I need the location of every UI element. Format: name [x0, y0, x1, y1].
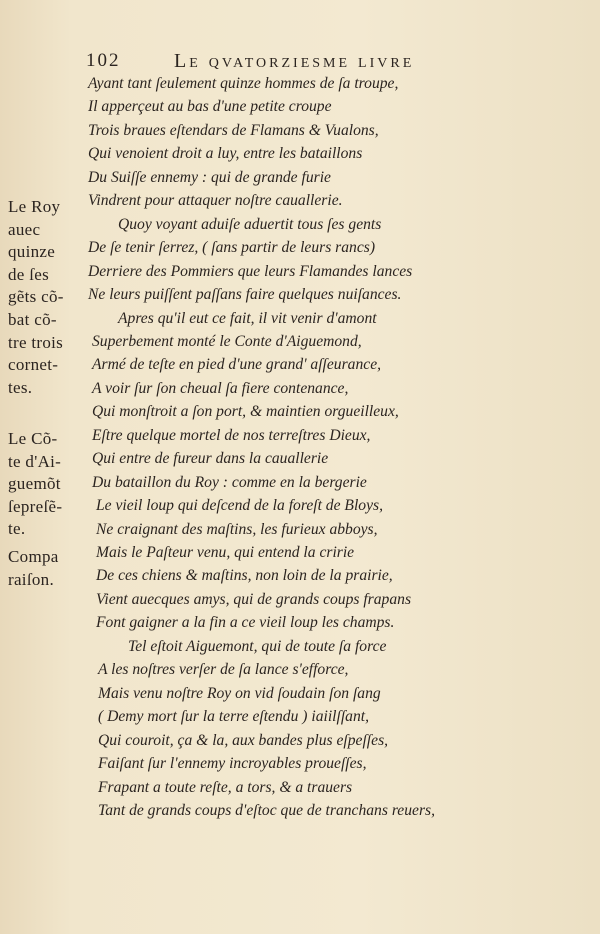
- verse-line: A voir ſur ſon cheual ſa fiere contenance,: [92, 379, 349, 397]
- verse-line: Le vieil loup qui deſcend de la foreſt de Bloys,: [96, 497, 383, 515]
- verse-line: Qui entre de fureur dans la cauallerie: [92, 450, 329, 468]
- verse-line: Qui couroit, ça & la, aux bandes plus eſpeſſes,: [98, 731, 389, 749]
- verse-line: De ſe tenir ſerrez, ( ſans partir de leurs rancs): [88, 239, 376, 257]
- verse-line: De ces chiens & maſtins, non loin de la prairie,: [96, 567, 393, 585]
- verse-line: Qui venoient droit a luy, entre les bataillons: [88, 145, 363, 163]
- margin-note-comparaison: [8, 546, 86, 591]
- verse-line: Font gaigner a la fin a ce vieil loup les champs.: [96, 614, 395, 632]
- running-title: Le qvatorziesme livre: [174, 50, 415, 72]
- verse-line: Il apperçeut au bas d'une petite croupe: [88, 98, 332, 116]
- page-number: 102: [86, 50, 121, 71]
- verse-line: Apres qu'il eut ce fait, il vit venir d'amont: [118, 309, 377, 327]
- margin-note-line: Le Cõ-: [8, 429, 58, 448]
- margin-note-line: Le Roy: [8, 197, 61, 216]
- verse-line: Du Suiſſe ennemy : qui de grande furie: [88, 168, 331, 186]
- margin-note-line: tes.: [8, 377, 33, 397]
- verse-line: Du bataillon du Roy : comme en la bergerie: [92, 473, 367, 491]
- margin-note-line: auec: [8, 219, 41, 239]
- verse-line: Ayant tant ſeulement quinze hommes de ſa troupe,: [88, 75, 399, 92]
- verse-line: Ne leurs puiſſent paſſans faire quelques nuiſances.: [88, 286, 402, 304]
- verse-line: Frapant a toute reſte, a tors, & a trauers: [98, 778, 353, 796]
- margin-note-line: Compa: [8, 547, 59, 566]
- margin-note-line: tre trois: [8, 332, 64, 352]
- margin-note-line: gẽts cõ-: [8, 287, 64, 307]
- verse-line: Qui monſtroit a ſon port, & maintien orgueilleux,: [92, 403, 399, 421]
- margin-note-line: de ſes: [8, 264, 49, 284]
- verse-line: Tant de grands coups d'eſtoc que de tranchans reuers,: [98, 801, 435, 819]
- margin-note-roy: [8, 196, 86, 399]
- margin-note-line: ſepreſẽ-: [8, 496, 63, 516]
- verse-line: Tel eſtoit Aiguemont, qui de toute ſa force: [128, 637, 387, 655]
- verse-line: Eſtre quelque mortel de nos terreſtres Dieux,: [92, 426, 371, 444]
- verse-line: Derriere des Pommiers que leurs Flamandes lances: [88, 262, 413, 280]
- margin-note-line: te d'Ai-: [8, 451, 62, 471]
- verse-line: Superbement monté le Conte d'Aiguemond,: [92, 332, 362, 350]
- margin-note-line: bat cõ-: [8, 309, 57, 329]
- margin-note-line: guemõt: [8, 474, 61, 494]
- verse-line: Faiſant ſur l'ennemy incroyables proueſſes,: [98, 755, 367, 773]
- running-header: [86, 50, 486, 72]
- verse-line: Mais le Paſteur venu, qui entend la cririe: [96, 544, 355, 561]
- margin-note-line: raiſon.: [8, 569, 55, 589]
- bleed-through-texture: [498, 80, 594, 840]
- margin-note-line: te.: [8, 519, 26, 539]
- verse-line: Quoy voyant aduiſe aduertit tous ſes gents: [118, 215, 382, 233]
- margin-note-line: cornet-: [8, 355, 59, 375]
- verse-line: Vindrent pour attaquer noſtre cauallerie.: [88, 192, 343, 210]
- verse-line: ( Demy mort ſur la terre eſtendu ) iaiilſſant,: [98, 708, 369, 726]
- margin-note-aiguemont: [8, 428, 86, 541]
- verse-line: Armé de teſte en pied d'une grand' aſſeurance,: [92, 356, 382, 374]
- verse-line: A les noſtres verſer de ſa lance s'efforce,: [98, 661, 349, 679]
- verse-line: Ne craignant des maſtins, les furieux abboys,: [96, 520, 378, 538]
- verse-line: Vient auecques amys, qui de grands coups frapans: [96, 590, 412, 608]
- verse-line: Mais venu noſtre Roy on vid ſoudain ſon ſang: [98, 684, 381, 702]
- verse-line: Trois braues eſtendars de Flamans & Vualons,: [88, 121, 379, 139]
- margin-note-line: quinze: [8, 242, 56, 262]
